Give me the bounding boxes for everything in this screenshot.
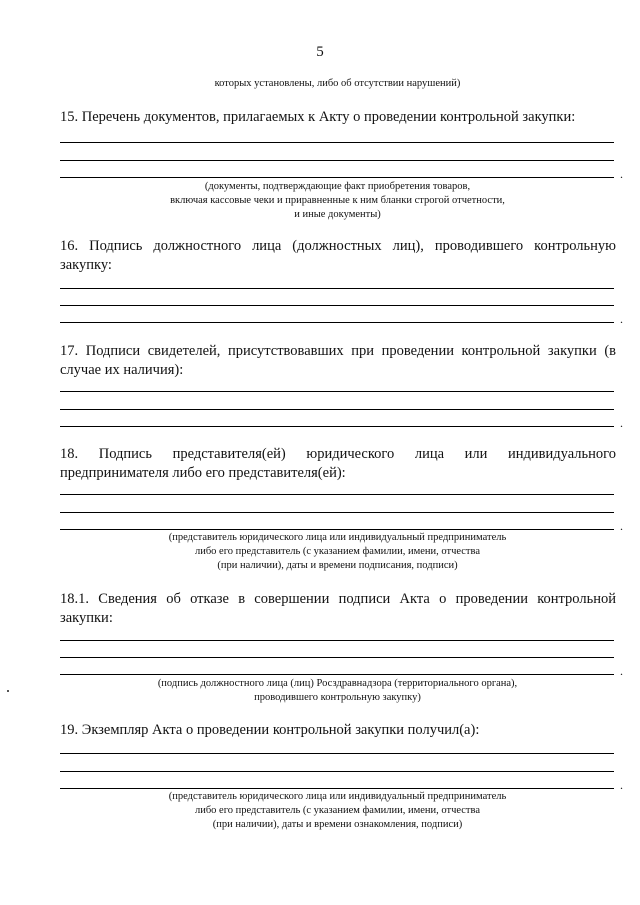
fill-line[interactable] xyxy=(60,409,614,410)
fill-line[interactable] xyxy=(60,657,614,658)
section-16-heading: 16. Подпись должностного лица (должностных лиц), проводившего контрольную закупку: xyxy=(60,238,616,273)
caption-line: либо его представитель (с указанием фамилии, имени, отчества xyxy=(194,546,481,557)
fill-line[interactable] xyxy=(60,753,614,754)
caption-line: включая кассовые чеки и приравненные к ним бланки строгой отчетности, xyxy=(170,195,505,206)
caption-line: (подпись должностного лица (лиц) Росздравнадзора (территориального органа), xyxy=(157,678,518,689)
line-end-mark: . xyxy=(620,664,623,678)
fill-line[interactable] xyxy=(60,529,614,530)
caption-line: (при наличии), даты и времени ознакомления, подписи) xyxy=(212,819,463,830)
line-end-mark: . xyxy=(620,778,623,792)
section-18-1-heading: 18.1. Сведения об отказе в совершении подписи Акта о проведении контрольной закупки: xyxy=(60,591,616,626)
line-end-mark: . xyxy=(620,167,623,181)
fill-line[interactable] xyxy=(60,305,614,306)
scan-mark xyxy=(7,690,9,692)
caption-line: (представитель юридического лица или индивидуальный предприниматель xyxy=(168,791,507,802)
line-end-mark: . xyxy=(620,416,623,430)
fill-line[interactable] xyxy=(60,426,614,427)
caption-line: проводившего контрольную закупку) xyxy=(254,692,421,703)
section-15-heading: 15. Перечень документов, прилагаемых к Акту о проведении контрольной закупки: xyxy=(60,109,576,125)
fill-line[interactable] xyxy=(60,142,614,143)
section-18-1-caption xyxy=(60,677,615,705)
caption-line: (документы, подтверждающие факт приобретения товаров, xyxy=(204,181,471,192)
caption-line: либо его представитель (с указанием фамилии, имени, отчества xyxy=(194,805,481,816)
caption-line: (представитель юридического лица или индивидуальный предприниматель xyxy=(168,532,507,543)
fill-line[interactable] xyxy=(60,674,614,675)
section-19-caption xyxy=(60,790,615,832)
fill-line[interactable] xyxy=(60,177,614,178)
fill-line[interactable] xyxy=(60,494,614,495)
fill-line[interactable] xyxy=(60,788,614,789)
section-18-heading: 18. Подпись представителя(ей) юридического лица или индивидуального предпринимателя либо его представителя(ей): xyxy=(60,446,616,481)
section-17-heading: 17. Подписи свидетелей, присутствовавших при проведении контрольной закупки (в случае их наличия): xyxy=(60,343,616,378)
fill-line[interactable] xyxy=(60,512,614,513)
line-end-mark: . xyxy=(620,312,623,326)
continuation-caption: которых установлены, либо об отсутствии нарушений) xyxy=(214,78,461,89)
fill-line[interactable] xyxy=(60,771,614,772)
fill-line[interactable] xyxy=(60,640,614,641)
section-19-heading: 19. Экземпляр Акта о проведении контрольной закупки получил(а): xyxy=(60,722,480,738)
section-15-caption xyxy=(60,180,615,222)
caption-line: (при наличии), даты и времени подписания, подписи) xyxy=(217,560,458,571)
fill-line[interactable] xyxy=(60,322,614,323)
page-number: 5 xyxy=(316,44,324,60)
caption-line: и иные документы) xyxy=(294,209,381,220)
section-18-caption xyxy=(60,531,615,573)
fill-line[interactable] xyxy=(60,391,614,392)
line-end-mark: . xyxy=(620,519,623,533)
fill-line[interactable] xyxy=(60,160,614,161)
fill-line[interactable] xyxy=(60,288,614,289)
